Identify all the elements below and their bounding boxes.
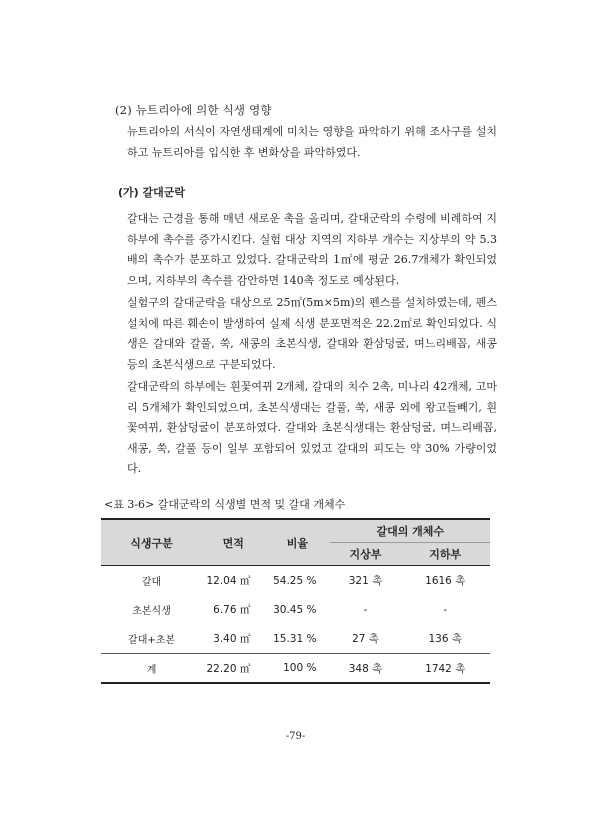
cell-area: 6.76 ㎡ bbox=[213, 604, 251, 616]
page-number: -79- bbox=[285, 731, 306, 742]
total-ratio: 100 % bbox=[264, 654, 330, 684]
header-area: 면적 bbox=[202, 519, 264, 566]
total-area: 22.20 ㎡ bbox=[202, 654, 264, 684]
subsection-heading: (가) 갈대군락 bbox=[118, 186, 186, 199]
table-row bbox=[101, 595, 490, 624]
total-above: 348 촉 bbox=[330, 654, 400, 684]
total-category: 계 bbox=[101, 654, 202, 684]
cell-above: - bbox=[363, 603, 368, 616]
cell-ratio: 15.31 % bbox=[273, 632, 317, 645]
table-row bbox=[101, 566, 490, 596]
cell-ratio: 30.45 % bbox=[273, 603, 317, 616]
header-below: 지하부 bbox=[401, 543, 491, 566]
section-heading: (2) 뉴트리아에 의한 식생 영향 bbox=[115, 103, 272, 117]
cell-below: - bbox=[443, 603, 448, 616]
paragraph-3 bbox=[115, 377, 497, 480]
cell-ratio: 54.25 % bbox=[273, 574, 317, 587]
cell-category: 갈대 bbox=[141, 577, 162, 588]
cell-area: 12.04 ㎡ bbox=[206, 575, 251, 587]
intro-paragraph bbox=[115, 122, 497, 163]
cell-below: 1616 촉 bbox=[425, 575, 466, 587]
paragraph-2 bbox=[115, 293, 497, 375]
cell-below: 136 촉 bbox=[428, 633, 463, 645]
table-row bbox=[101, 624, 490, 654]
paragraph-2-text: 실험구의 갈대군락을 대상으로 25㎡(5m×5m)의 펜스를 설치하였는데, 펜스 설치에 따른 훼손이 발생하여 실제 식생 분포면적은 22.2㎡로 확인되었다. 식생은 갈대와 갈풀, 쑥, 새콩의 초본식생, 갈대와 환삼덩굴, 며느리배꼽, 새콩 등의 초본식생으로 구분되었다. bbox=[127, 296, 497, 371]
paragraph-1 bbox=[115, 209, 497, 291]
cell-area: 3.40 ㎡ bbox=[213, 633, 251, 645]
table-total-row bbox=[101, 654, 490, 684]
cell-above: 321 촉 bbox=[348, 575, 383, 587]
cell-above: 27 촉 bbox=[352, 633, 379, 645]
header-ratio: 비율 bbox=[264, 519, 330, 566]
paragraph-1-text: 갈대는 근경을 통해 매년 새로운 촉을 올리며, 갈대군락의 수령에 비례하여 지하부에 촉수를 증가시킨다. 실험 대상 지역의 지하부 개수는 지상부의 약 5.3배의 촉수가 분포하고 있었다. 갈대군락의 1㎡에 평균 26.7개체가 확인되었으며, 지하부의 촉수를 감안하면 140촉 정도로 예상된다. bbox=[127, 212, 497, 287]
vegetation-table bbox=[101, 518, 490, 684]
cell-category: 갈대+초본 bbox=[128, 635, 176, 646]
intro-text: 뉴트리아의 서식이 자연생태계에 미치는 영향을 파악하기 위해 조사구를 설치하고 뉴트리아를 입식한 후 변화상을 파악하였다. bbox=[127, 125, 497, 159]
header-group: 갈대의 개체수 bbox=[330, 519, 490, 543]
header-category: 식생구분 bbox=[101, 519, 202, 566]
total-below: 1742 촉 bbox=[401, 654, 491, 684]
header-above: 지상부 bbox=[330, 543, 400, 566]
table-caption: <표 3-6> 갈대군락의 식생별 면적 및 갈대 개체수 bbox=[104, 498, 346, 511]
cell-category: 초본식생 bbox=[132, 606, 171, 617]
paragraph-3-text: 갈대군락의 하부에는 흰꽃여뀌 2개체, 갈대의 치수 2촉, 미나리 42개체, 고마리 5개체가 확인되었으며, 초본식생대는 갈풀, 쑥, 새콩 외에 왕고들빼기, 흰꽃여뀌, 환삼덩굴이 분포하였다. 갈대와 초본식생대는 환삼덩굴, 며느리배꼽, 새콩, 쑥, 갈풀 등이 일부 포함되어 있었고 갈대의 피도는 약 30% 가량이었다. bbox=[127, 380, 497, 475]
